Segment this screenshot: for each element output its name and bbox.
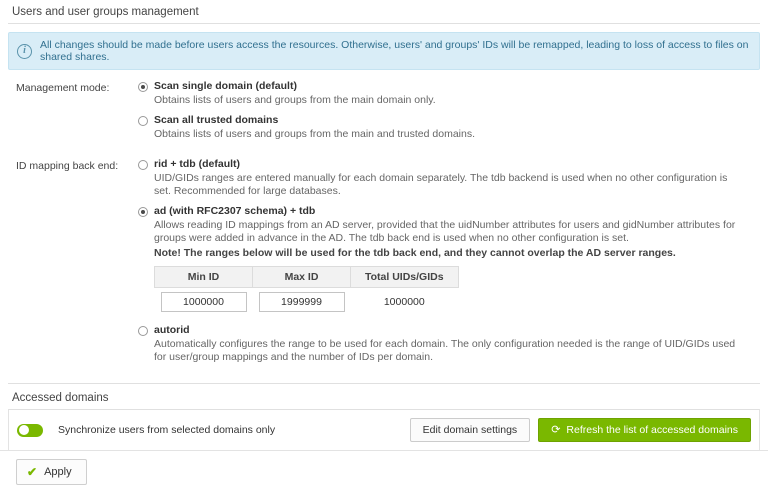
radio-option-scan-single-domain[interactable] — [138, 80, 760, 93]
radio-label: Scan single domain (default) — [154, 80, 297, 92]
settings-form — [0, 70, 768, 379]
id-mapping-note: Note! The ranges below will be used for the tdb back end, and they cannot overlap the AD server ranges. — [154, 247, 676, 259]
edit-domain-settings-button[interactable]: Edit domain settings — [410, 418, 531, 442]
total-uids-gids-value: 1000000 — [383, 296, 425, 308]
radio-option-autorid[interactable] — [138, 324, 760, 337]
refresh-icon: ⟳ — [551, 423, 561, 436]
management-mode-options — [138, 80, 760, 148]
radio-description: Allows reading ID mappings from an AD server, provided that the uidNumber attributes for users and gidNumber attributes for groups were added in advance in the AD. The tdb back end is used when no other configuration is set. — [154, 219, 736, 244]
apply-button[interactable] — [16, 459, 87, 485]
apply-button-label: Apply — [44, 466, 72, 478]
title-divider — [8, 23, 760, 24]
max-id-cell — [253, 288, 351, 317]
radio-icon[interactable] — [138, 326, 148, 336]
info-banner-text: All changes should be made before users access the resources. Otherwise, users' and groups' IDs will be remapped, leading to loss of access to files on shared shares. — [40, 39, 749, 63]
radio-label: rid + tdb (default) — [154, 158, 241, 170]
info-icon: i — [17, 44, 32, 59]
info-banner — [8, 32, 760, 70]
radio-description: UID/GIDs ranges are entered manually for each domain separately. The tdb backend is used when no other configuration is set. Recommended for large databases. — [154, 172, 728, 197]
radio-description: Obtains lists of users and groups from the main domain only. — [154, 94, 436, 106]
radio-label: ad (with RFC2307 schema) + tdb — [154, 205, 316, 217]
accessed-domains-title: Accessed domains — [12, 392, 109, 404]
radio-option-rid-tdb[interactable] — [138, 158, 760, 171]
max-id-input[interactable] — [259, 292, 345, 312]
radio-option-scan-all-trusted-domains[interactable] — [138, 114, 760, 127]
accessed-domains-toolbar — [9, 410, 759, 450]
min-id-cell — [155, 288, 253, 317]
radio-description: Automatically configures the range to be used for each domain. The only configuration needed is the range of UID/GIDs used for user/group mappings and the number of IDs per domain. — [154, 338, 736, 363]
ranges-value-row — [155, 288, 459, 317]
id-mapping-label: ID mapping back end: — [16, 160, 119, 172]
radio-option-ad-rfc2307-tdb[interactable] — [138, 205, 760, 218]
sync-domains-label: Synchronize users from selected domains only — [58, 424, 276, 436]
ranges-header-total: Total UIDs/GIDs — [351, 267, 459, 288]
refresh-button-label: Refresh the list of accessed domains — [566, 424, 738, 436]
ranges-header-max-id: Max ID — [253, 267, 351, 288]
check-icon: ✔ — [27, 465, 38, 479]
radio-icon[interactable] — [138, 82, 148, 92]
radio-icon[interactable] — [138, 160, 148, 170]
radio-label: autorid — [154, 324, 190, 336]
id-mapping-options — [138, 158, 760, 371]
page-footer — [0, 450, 768, 493]
management-mode-row — [8, 80, 760, 148]
sync-domains-toggle[interactable] — [17, 424, 43, 437]
radio-label: Scan all trusted domains — [154, 114, 279, 126]
ranges-header-min-id: Min ID — [155, 267, 253, 288]
min-id-input[interactable] — [161, 292, 247, 312]
ranges-header-row — [155, 267, 459, 288]
radio-icon[interactable] — [138, 207, 148, 217]
refresh-accessed-domains-button[interactable] — [538, 418, 751, 442]
id-ranges-table — [154, 266, 459, 316]
page-title: Users and user groups management — [12, 6, 199, 18]
management-mode-label: Management mode: — [16, 82, 110, 94]
id-mapping-row — [8, 158, 760, 371]
radio-description: Obtains lists of users and groups from the main and trusted domains. — [154, 128, 475, 140]
radio-icon[interactable] — [138, 116, 148, 126]
